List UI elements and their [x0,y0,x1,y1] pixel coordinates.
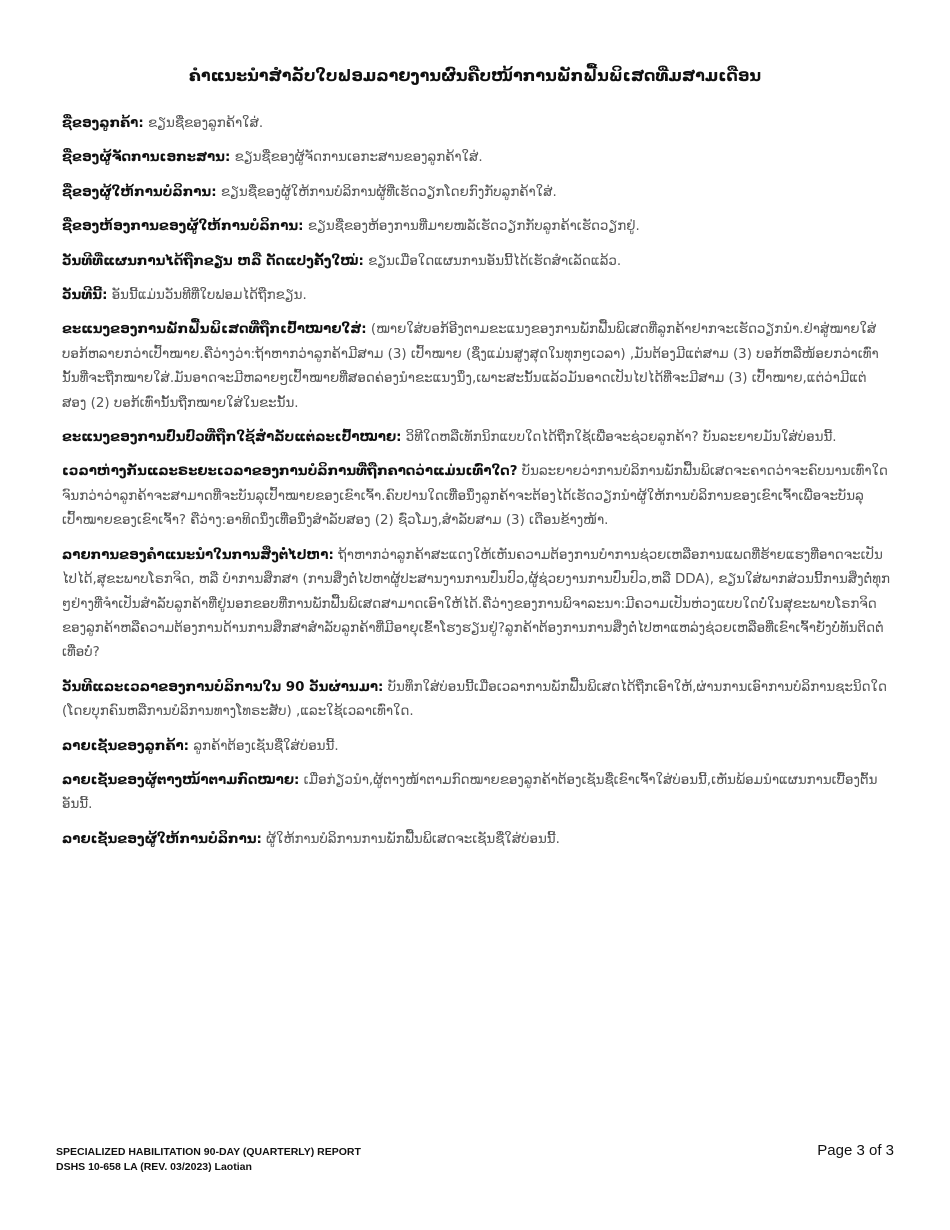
treatment-areas-instruction [62,426,890,450]
form-number: DSHS 10-658 LA (REV. 03/2023) Laotian [56,1161,252,1173]
provider-office-instruction [62,215,890,239]
section-text: ບັນທຶກໃສ່ບ່ອນນີ້ເມື່ອເວລາການພັກຟື້ນພິເສດໄດ້ຖືກເອົາໃຫ້,ຜ່ານການເອົາການບໍລິການຊະນິດໃດ (ໂດຍບຸກຄົນຫລືການບໍລິການທາງໂທຣະສັບ) ,ແລະໃຊ້ເວລາເທົ່າໃດ. [62,679,887,720]
section-label: ຊື່ຂອງລູກຄ້າ: [62,116,144,131]
section-text: ຂຽນຊື່ຂອງຜູ້ຈັດການເອກະສານຂອງລູກຄ້າໃສ່. [234,150,483,166]
section-label: ຊື່ຂອງຜູ້ຈັດການເອກະສານ: [62,150,231,166]
section-label: ຂະແນງຂອງການພັກຟື້ນພິເສດທີ່ຖືກເປົ້າໝາຍໃສ່: [62,322,367,338]
section-text: ອັນນີ້ແມ່ນວັນທີທີ່ໃບຟອມໄດ້ຖືກຂຽນ. [111,288,307,304]
form-footer [56,1145,361,1175]
section-label: ວັນທີແລະເວລາຂອງການບໍລິການໃນ 90 ວັນຜ່ານມາ: [62,679,384,695]
targeted-areas-instruction [62,318,890,416]
section-text: ຂຽນຊື່ຂອງຫ້ອງການທີ່ມາຍໜລັເຮັດວຽກກັບລູກຄ້າເຮັດວຽກຢູ່. [307,219,640,235]
section-text: ຂຽນຊື່ຂອງລູກຄ້າໃສ່. [147,116,264,131]
service-dates-instruction [62,676,890,725]
section-label: ລາຍເຊັນຂອງຜູ້ຕາງໜ້າຕາມກົດໝາຍ: [62,772,300,788]
section-text: ຖ້າຫາກວ່າລູກຄ້າສະແດງໃຫ້ເຫັນຄວາມຕ້ອງການບຳການຊ່ວຍເຫລືອການແພດທີ່ຮ້າຍແຮງທີ່ອາດຈະເປັນໄປໄດ້,ສຸຂະພາບໂຣກຈິດ, ຫລື ບຳການສຶກສາ (ການສິ່ງຕໍ່ໄປຫາຜູ້ປະສານງານການປົ່ນປົວ,ຜູ້ຊ່ວຍງານການປົ່ນປົວ,ຫລື DDA), ຂຽນໃສ່ພາກສ່ວນນີ້ການສິ່ງຕໍ່ທຸກໆຢ່າງທີ່ຈຳເປັນສຳລັບລູກຄ້າທີ່ຢູ່ນອກຂອບທີ່ການພັກຟື້ນພິເສດສາມາດເອົາໃຫ້ໄດ້.ຄືວ່າງຂອງການພິຈາລະນາ:ມີຄວາມເປັນຫ່ວງແບບໃດບໍ່ໃນສຸຂະພາບໂຣກຈິດຂອງລູກຄ້າຫລືຄວາມຕ້ອງການດ້ານການສຶກສາສຳລັບລູກຄ້າທີ່ມີອາຍຸເຂົ້າໂຮງຮຽນຢູ່?ລູກຄ້າຕ້ອງການການສິ່ງຕໍ່ໄປຫາແຫລ່ງຊ່ວຍເຫລືອທີ່ເຂົາເຈົ້າຍັງບໍ່ທັນຕິດຕໍ່ເທື່ອບໍ່? [62,547,890,661]
section-label: ລາຍເຊັນຂອງລູກຄ້າ: [62,738,190,754]
section-label: ຊື່ຂອງຜູ້ໃຫ້ການບໍລິການ: [62,184,217,200]
plan-date-instruction [62,250,890,274]
case-manager-name-instruction [62,146,890,170]
today-date-instruction [62,284,890,308]
legal-rep-signature-instruction [62,769,890,818]
section-label: ຂະແນງຂອງການປົ່ນປົວທີ່ຖືກໃຊ້ສຳລັບແຕ່ລະເປົ້າໝາຍ: [62,430,402,446]
client-name-instruction [62,112,890,136]
section-text: ລູກຄ້າຕ້ອງເຊັນຊື່ໃສ່ບ່ອນນີ້. [193,738,339,754]
section-label: ລາຍເຊັນຂອງຜູ້ໃຫ້ການບໍລິການ: [62,831,262,847]
page-title: ຄຳແນະນຳສຳລັບໃບຟອມລາຍງານຜົນຄືບໜ້າການພັກຟື້ນພິເສດທີ່ມສາມເດືອນ [188,66,762,85]
section-text: ບັນລະຍາຍວ່າການບໍລິການພັກຟື້ນພິເສດຈະຄາດວ່າຈະຄົບນານເທົ່າໃດຈົນກວ່າວ່າລູກຄ້າຈະສາມາດທີ່ຈະບັນລຸເປົ້າໝາຍຂອງເຂົາເຈົ້າ.ຄົບປານໃດເທື່ອນຶ່ງລູກຄ້າຈະຕ້ອງໄດ້ເຮັດວຽກນຳຜູ້ໃຫ້ການບໍລິການຂອງເຂົາເຈົ້າເພື່ອຈະບັນລຸເປົ້າໝາຍຂອງເຂົາເຈົ້າ? ຄືວ່າງ:ອາທິດນຶ່ງເທື່ອນຶ່ງສຳລັບສອງ (2) ຊົ່ວໂມງ,ສຳລັບສາມ (3) ເດືອນຂ້າງໜ້າ. [62,464,888,529]
section-text: ວິທີໃດຫລືເທັກນິກແບບໃດໄດ້ຖືກໃຊ້ເພື່ອຈະຊ່ວຍລູກຄ້າ? ບັນລະຍາຍມັນໃສ່ບ່ອນນີ້. [405,430,837,446]
provider-signature-instruction [62,828,890,852]
page-number: Page 3 of 3 [817,1142,894,1159]
section-label: ຊື່ຂອງຫ້ອງການຂອງຜູ້ໃຫ້ການບໍລິການ: [62,219,304,235]
section-label: ເວລາຫ່າງກັນແລະຣະຍະເວລາຂອງການບໍລິການທີ່ຖືກຄາດວ່າແມ່ນເທົ່າໃດ? [62,464,518,480]
section-label: ວັນທີທີ່ແຜນການໄດ້ຖືກຂຽນ ຫລື ດັດແປງຄັ້ງໃໝ່: [62,253,364,269]
instructions-body [62,112,890,862]
section-text: ຂຽນເມື່ອໃດແຜນການອັນນີ້ໄດ້ເຮັດສຳເລັດແລ້ວ. [368,253,622,269]
client-signature-instruction [62,735,890,759]
provider-name-instruction [62,181,890,205]
form-title: SPECIALIZED HABILITATION 90-DAY (QUARTERLY) REPORT [56,1146,361,1158]
section-text: ເມື່ອກ່ຽວນຳ,ຜູ້ຕາງໜ້າຕາມກົດໝາຍຂອງລູກຄ້າຕ້ອງເຊັນຊື່ເຂົາເຈົ້າໃສ່ບ່ອນນີ້,ເຫັນພ້ອມນຳແຜນການເບື້ອງຕົ້ນອັນນີ້. [62,772,878,813]
section-text: ຂຽນຊື່ຂອງຜູ້ໃຫ້ການບໍລິການຜູ້ທີ່ເຮັດວຽກໂດຍກົງກັບລູກຄ້າໃສ່. [220,184,557,200]
section-label: ລາຍການຂອງຄຳແນະນຳໃນການສິ່ງຕໍ່ໄປຫາ: [62,547,334,563]
section-text: ຜູ້ໃຫ້ການບໍລິການການພັກຟື້ນພິເສດຈະເຊັນຊື່ໃສ່ບ່ອນນີ້. [266,831,560,847]
section-label: ວັນທີນີ້: [62,288,108,304]
referrals-instruction [62,544,890,666]
section-text: (ໝາຍໃສ່ບອກ້ອີງຕາມຂະແນງຂອງການພັກຟື້ນພິເສດທີ່ລູກຄ້າຢາກຈະເຮັດວຽກນຳ.ຢ່າສູ່ໝາຍໃສ່ບອກ້ຫລາຍກວ່າເປົ້າໝາຍ.ຄືວ່າງວ່າ:ຖ້າຫາກວ່າລູກຄ້າມີສາມ (3) ເປົ້າໝາຍ (ຊຶ່ງແມ່ນສູງສຸດໃນທຸກໆເວລາ) ,ມັນຕ້ອງມີແຕ່ສາມ (3) ບອກ້ຫລືໜ້ອຍກວ່າເທົ່ານັ້ນທີ່ຈະຖືກໝາຍໃສ່.ມັນອາດຈະມີຫລາຍໆເປົ້າໝາຍທີ່ສອດຄ່ອງນຳຂະແນງນຶ່ງ,ເພາະສະນັ້ນແລ້ວມັນອາດເປັນໄປໄດ້ທີ່ຈະມີສາມ (3) ເປົ້າໝາຍ,ແຕ່ວ່າມີແຕ່ສອງ (2) ບອກ້ເທົ່ານັ້ນຖືກໝາຍໃສ່ໃນຂະນັ້ນ. [62,322,879,411]
frequency-duration-instruction [62,460,890,533]
